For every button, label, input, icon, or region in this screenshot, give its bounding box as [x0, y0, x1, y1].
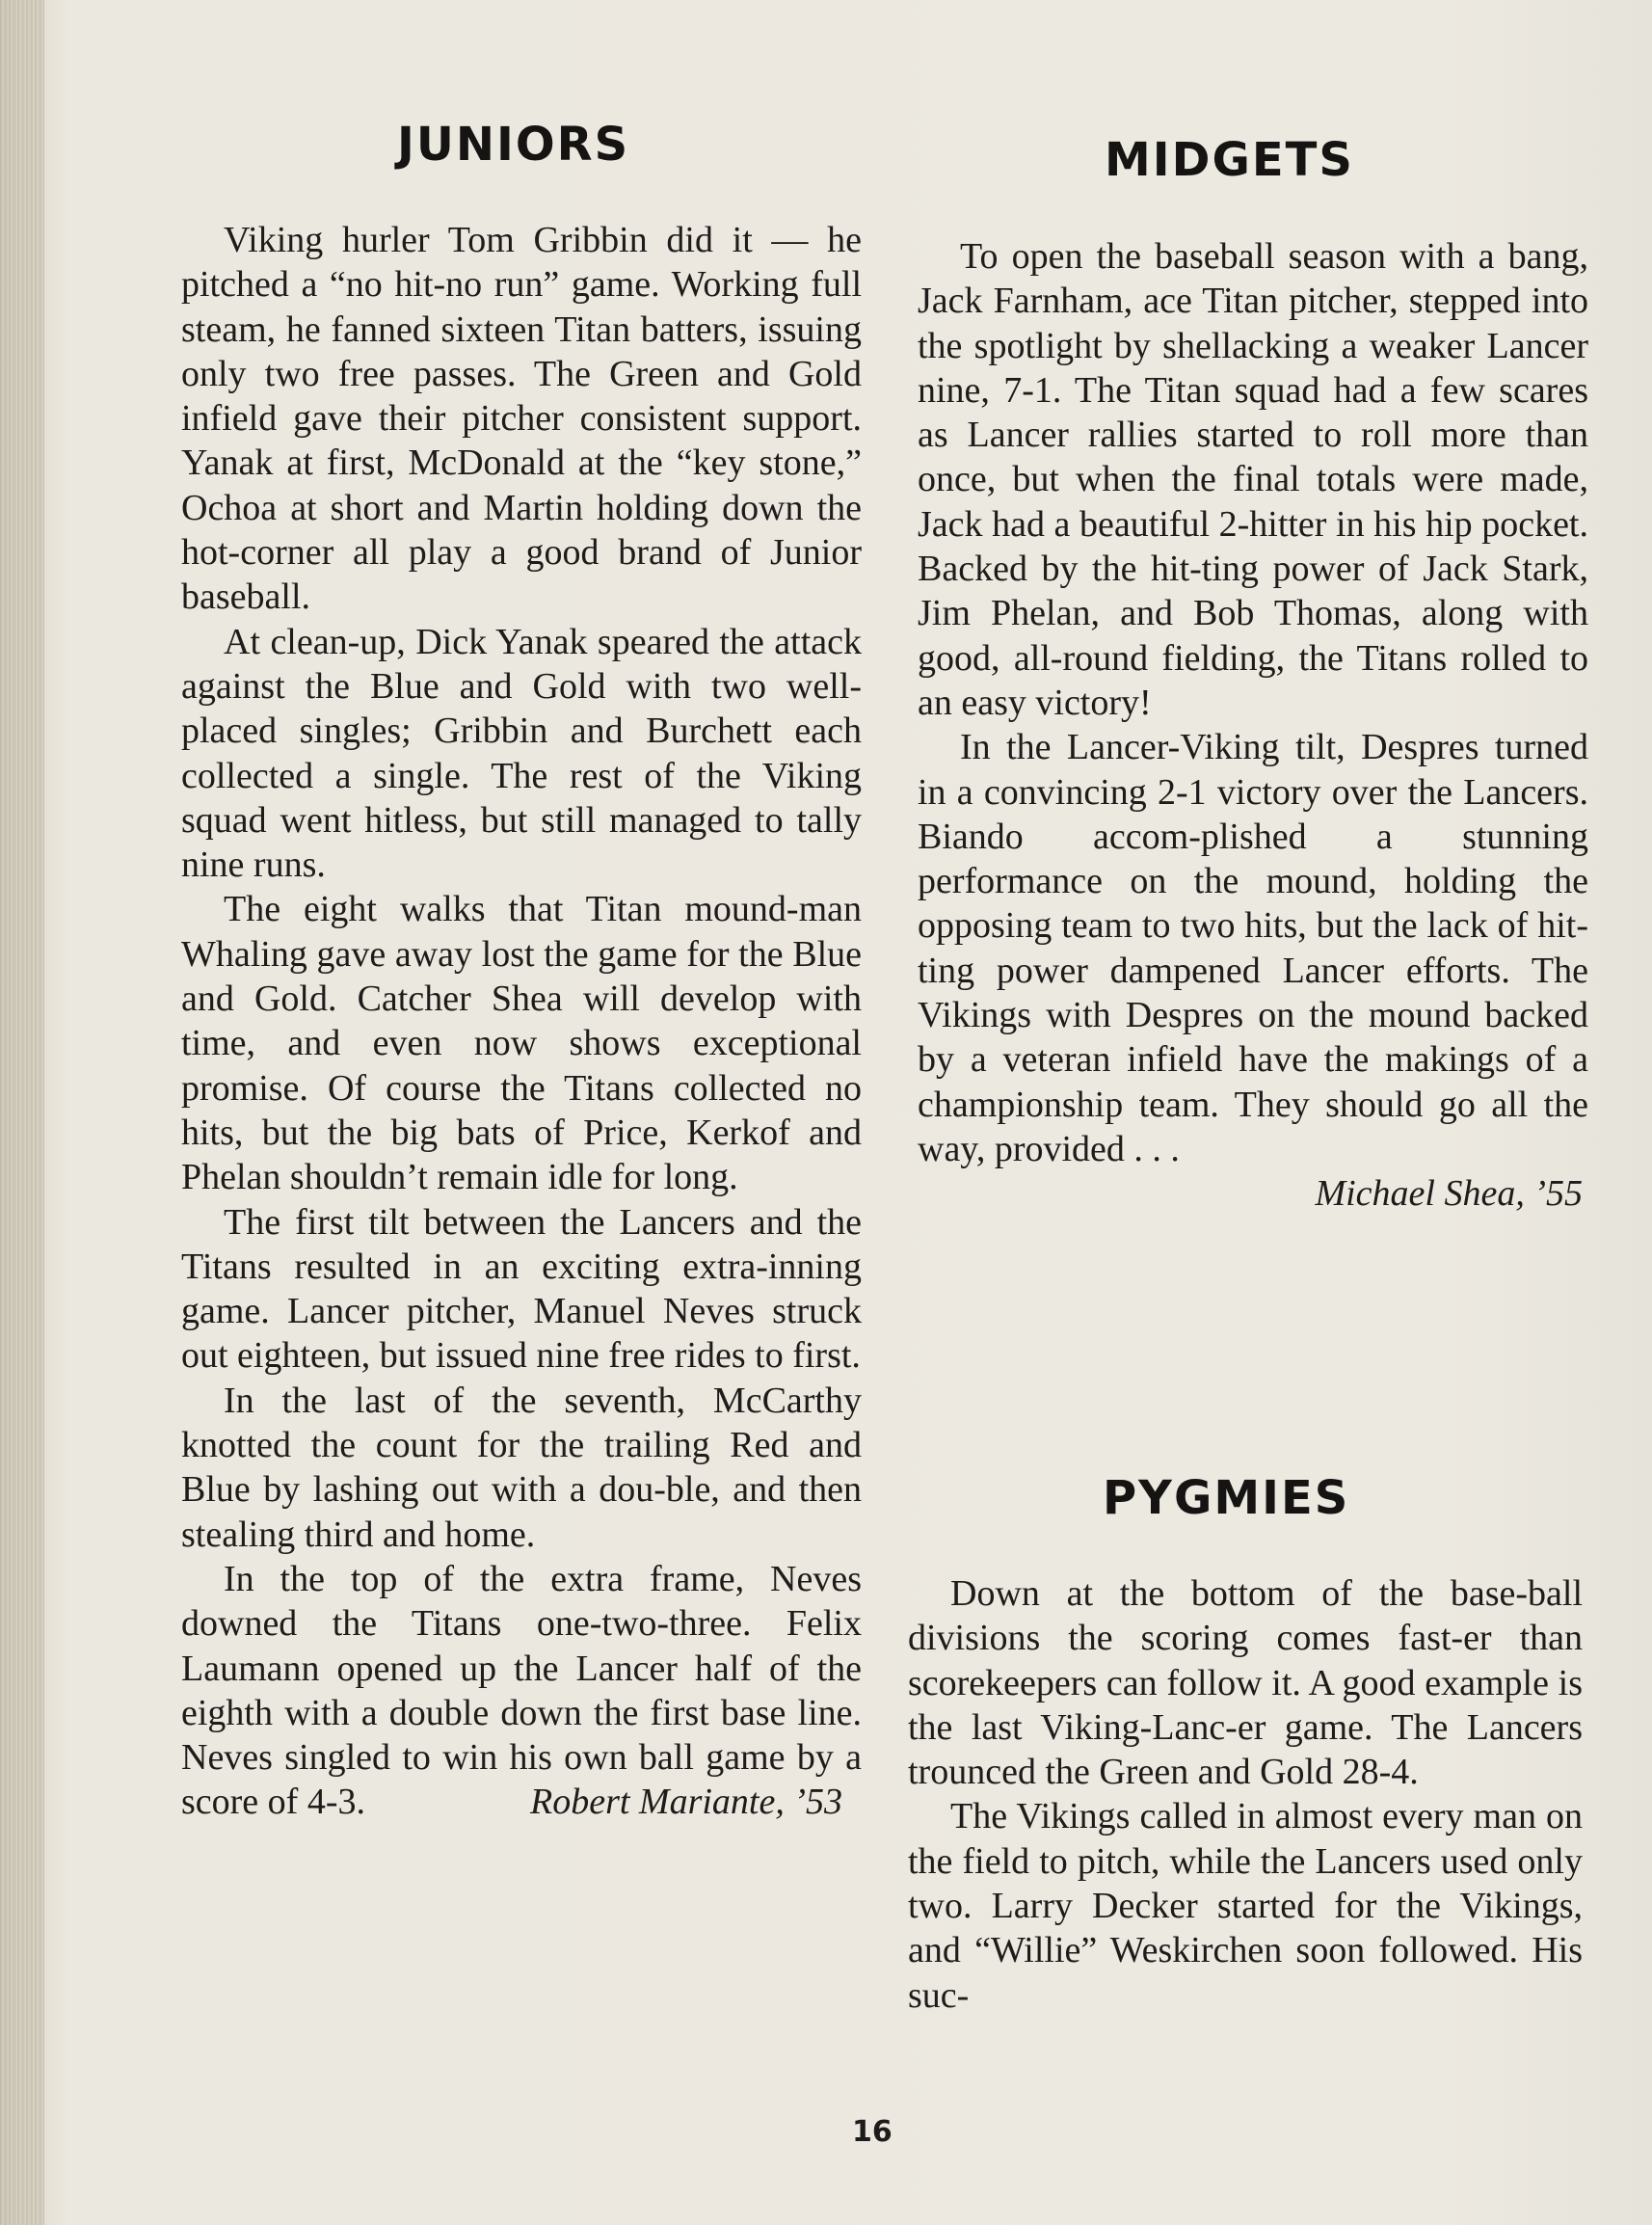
- juniors-paragraph-2: At clean-up, Dick Yanak speared the attack against the Blue and Gold with two well-placed singles; Gribbin and Burchett each collected a single. The rest of the Viking squad went hitless, but still managed to tally nine runs.: [181, 621, 862, 886]
- midgets-byline: Michael Shea, ’55: [1315, 1173, 1583, 1215]
- midgets-heading: MIDGETS: [1105, 133, 1354, 187]
- juniors-paragraph-4: The first tilt between the Lancers and the Titans resulted in an exciting extra-inning game. Lancer pitcher, Manuel Neves struck out eighteen, but issued nine free rides to first.: [181, 1201, 862, 1377]
- juniors-paragraph-6-text: In the top of the extra frame, Neves downed the Titans one-two-three. Felix Laumann opened up the Lancer half of the eighth with a double down the first base line. Neves singled to win his own ball game by a score of 4-3.: [181, 1558, 862, 1823]
- juniors-article: [181, 218, 862, 1825]
- page-binding-edge: [0, 0, 44, 2225]
- juniors-paragraph-6: [181, 1557, 862, 1825]
- pygmies-paragraph-1: Down at the bottom of the base-ball divisions the scoring comes fast-er than scorekeepers can follow it. A good example is the last Viking-Lanc-er game. The Lancers trounced the Green and Gold 28-4.: [908, 1573, 1583, 1793]
- juniors-paragraph-5: In the last of the seventh, McCarthy knotted the count for the trailing Red and Blue by lashing out with a dou-ble, and then stealing third and home.: [181, 1380, 862, 1555]
- page-number: 16: [852, 2115, 893, 2149]
- midgets-paragraph-2: In the Lancer-Viking tilt, Despres turned in a convincing 2-1 victory over the Lancers. Biando accom-plished a stunning performance on the mound, holding the opposing team to two hits, but the lack of hit-ting power dampened Lancer efforts. The Vikings with Despres on the mound backed by a veteran infield have the makings of a championship team. They should go all the way, provided . . .: [918, 727, 1588, 1169]
- pygmies-article: [908, 1571, 1583, 2018]
- midgets-paragraph-1: To open the baseball season with a bang, Jack Farnham, ace Titan pitcher, stepped into the spotlight by shellacking a weaker Lancer nine, 7-1. The Titan squad had a few scares as Lancer rallies started to roll more than once, but when the final totals were made, Jack had a beautiful 2-hitter in his hip pocket. Backed by the hit-ting power of Jack Stark, Jim Phelan, and Bob Thomas, along with good, all-round fielding, the Titans rolled to an easy victory!: [918, 236, 1588, 723]
- juniors-byline: Robert Mariante, ’53: [529, 1782, 842, 1823]
- juniors-heading: JUNIORS: [397, 118, 630, 172]
- juniors-paragraph-3: The eight walks that Titan mound-man Whaling gave away lost the game for the Blue and Gold. Catcher Shea will develop with time, and even now shows exceptional promise. Of course the Titans collected no hits, but the big bats of Price, Kerkof and Phelan shouldn’t remain idle for long.: [181, 889, 862, 1198]
- pygmies-paragraph-2: The Vikings called in almost every man on the field to pitch, while the Lancers used only two. Larry Decker started for the Vikings, and “Willie” Weskirchen soon followed. His suc-: [908, 1796, 1583, 2016]
- juniors-paragraph-1: Viking hurler Tom Gribbin did it — he pitched a “no hit-no run” game. Working full steam, he fanned sixteen Titan batters, issuing only two free passes. The Green and Gold infield gave their pitcher consistent support. Yanak at first, McDonald at the “key stone,” Ochoa at short and Martin holding down the hot-corner all play a good brand of Junior baseball.: [181, 220, 862, 618]
- midgets-article: [918, 234, 1588, 1217]
- pygmies-heading: PYGMIES: [1103, 1471, 1350, 1525]
